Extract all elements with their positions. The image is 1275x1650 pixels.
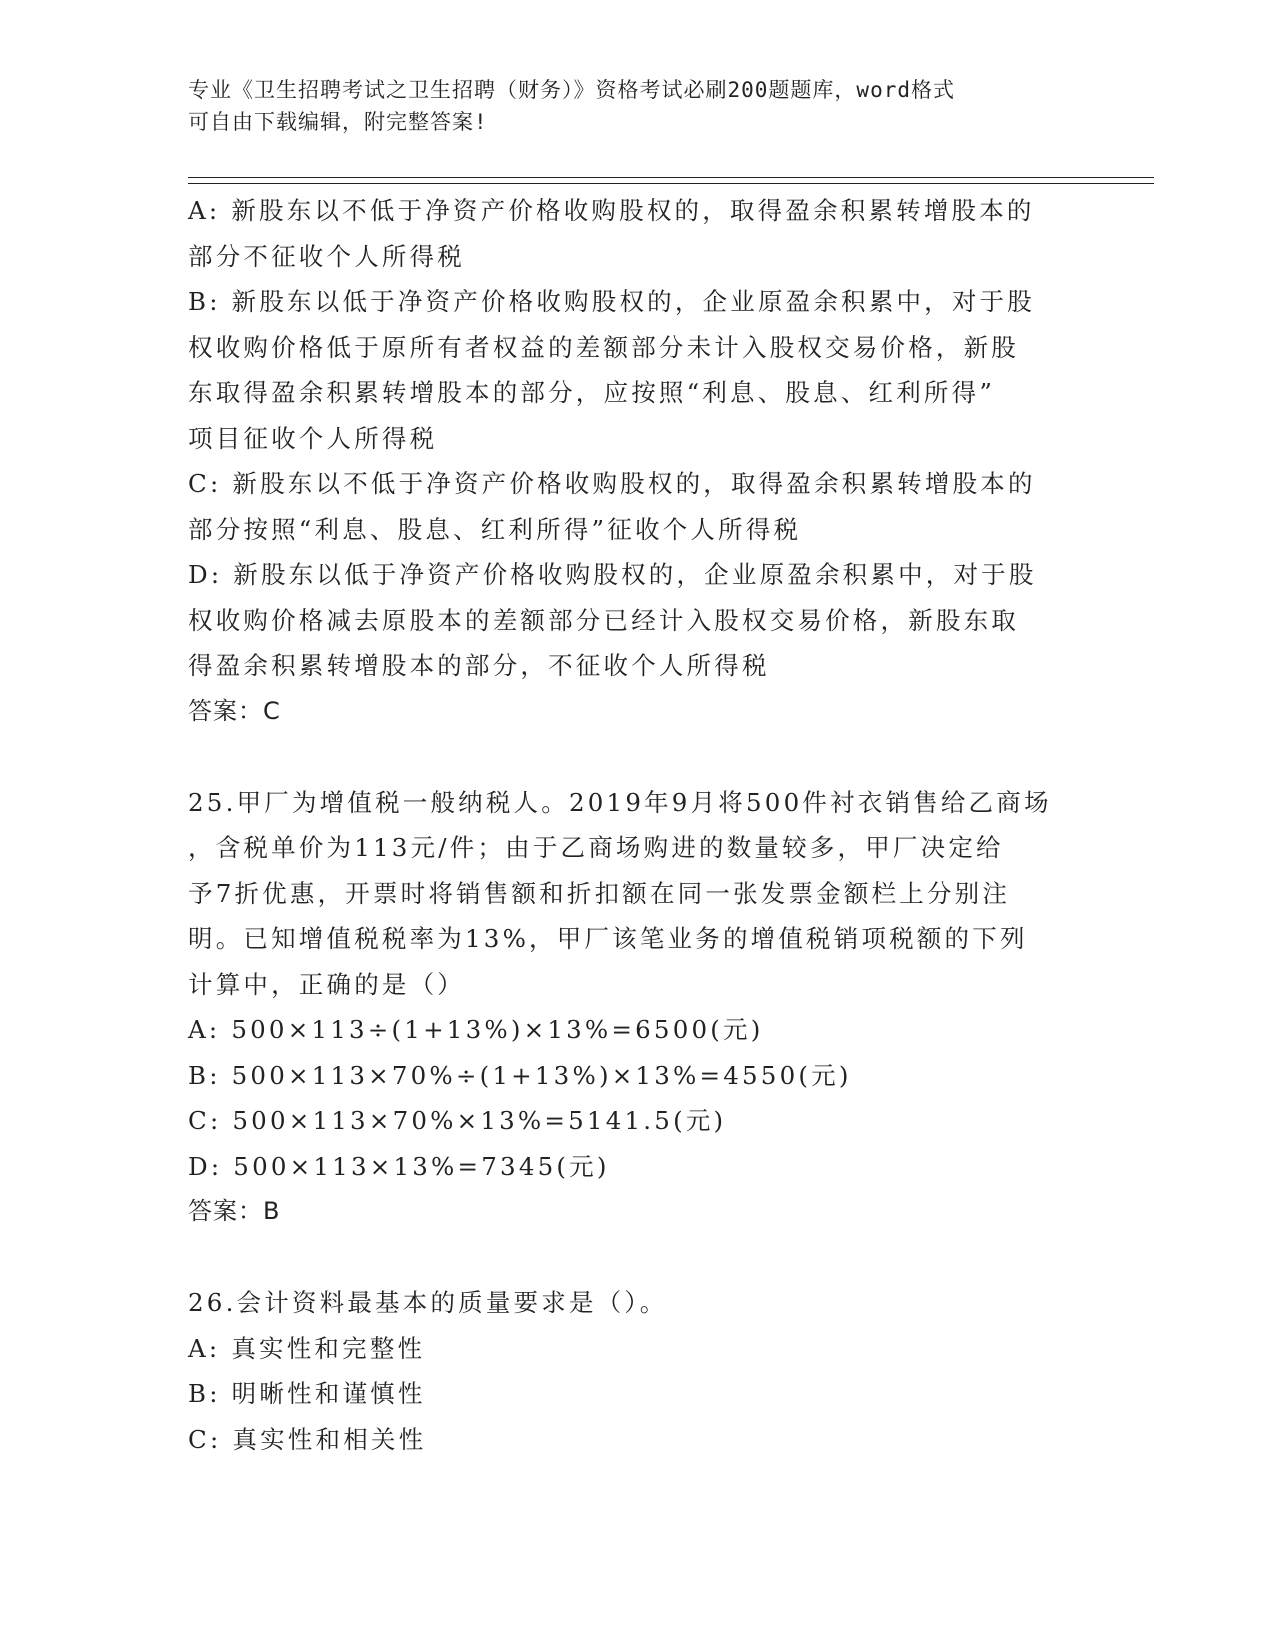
header-divider [188,177,1154,184]
option-line: D: 新股东以低于净资产价格收购股权的，企业原盈余积累中，对于股 [188,560,1037,589]
spacer [188,1235,1088,1281]
question-25-answer: 答案：B [188,1197,281,1225]
question-24-option-d [188,552,1088,689]
stem-line: 计算中，正确的是（） [188,969,465,999]
option-line: 东取得盈余积累转增股本的部分，应按照“利息、股息、红利所得” [188,378,996,407]
option-line: 权收购价格减去原股本的差额部分已经计入股权交易价格，新股东取 [188,605,1019,635]
header-line-1: 专业《卫生招聘考试之卫生招聘（财务）》资格考试必刷200题题库，word格式 [188,78,955,102]
stem-line: 25.甲厂为增值税一般纳税人。2019年9月将500件衬衣销售给乙商场 [188,787,1052,817]
header-line-2: 可自由下载编辑，附完整答案! [188,110,488,134]
option-line: B: 新股东以低于净资产价格收购股权的，企业原盈余积累中，对于股 [188,287,1035,316]
option-line: A: 新股东以不低于净资产价格收购股权的，取得盈余积累转增股本的 [188,196,1035,225]
question-24-option-a [188,188,1088,279]
option-line: 得盈余积累转增股本的部分，不征收个人所得税 [188,651,770,680]
question-content [188,188,1088,1462]
question-25-option-b: B: 500×113×70%÷(1+13%)×13%=4550(元) [188,1060,852,1090]
question-24-option-c [188,461,1088,552]
question-26-stem: 26.会计资料最基本的质量要求是（）。 [188,1288,668,1317]
question-26-option-c: C: 真实性和相关性 [188,1424,427,1454]
spacer [188,734,1088,780]
question-24-answer: 答案：C [188,696,281,725]
option-line: 项目征收个人所得税 [188,423,438,453]
option-line: C: 新股东以不低于净资产价格收购股权的，取得盈余积累转增股本的 [188,469,1036,498]
stem-line: ，含税单价为113元/件；由于乙商场购进的数量较多，甲厂决定给 [188,833,1004,862]
option-line: 部分按照“利息、股息、红利所得”征收个人所得税 [188,514,802,544]
question-24-option-b [188,279,1088,461]
stem-line: 予7折优惠，开票时将销售额和折扣额在同一张发票金额栏上分别注 [188,878,1011,908]
question-25-option-a: A: 500×113÷(1+13%)×13%=6500(元) [188,1015,764,1044]
question-26-option-a: A: 真实性和完整性 [188,1333,426,1363]
question-25-option-d: D: 500×113×13%=7345(元) [188,1151,610,1181]
question-25-option-c: C: 500×113×70%×13%=5141.5(元) [188,1106,727,1135]
question-26-option-b: B: 明晰性和谨慎性 [188,1379,426,1408]
option-line: 权收购价格低于原所有者权益的差额部分未计入股权交易价格，新股 [188,332,1019,362]
option-line: 部分不征收个人所得税 [188,241,465,271]
stem-line: 明。已知增值税税率为13%，甲厂该笔业务的增值税销项税额的下列 [188,924,1028,953]
question-25-stem [188,780,1088,1008]
document-header [188,74,1068,138]
